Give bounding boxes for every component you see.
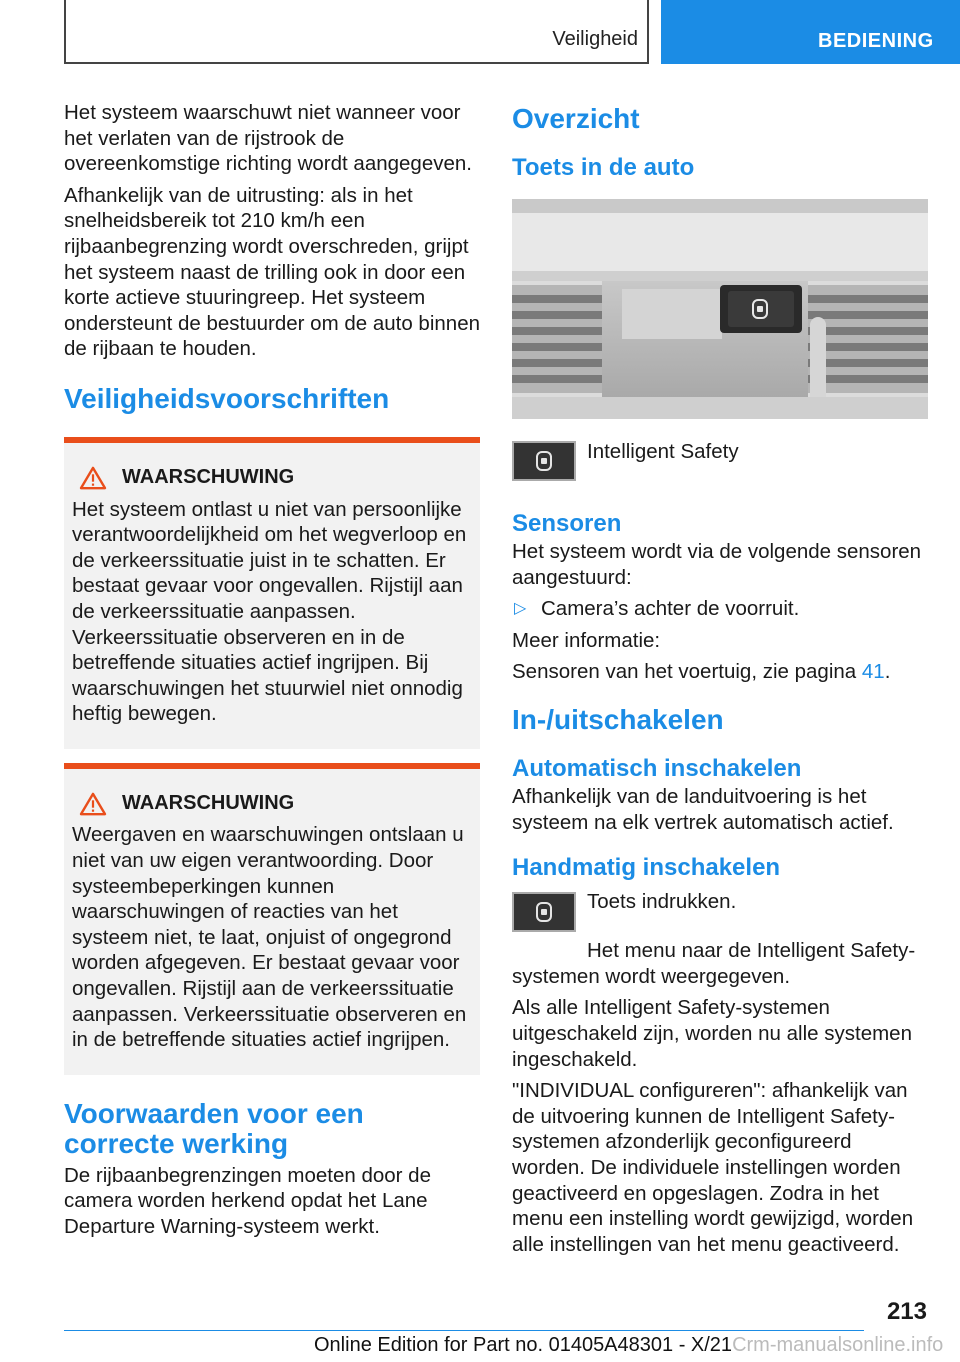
left-column	[64, 100, 480, 1246]
reference-end: .	[884, 660, 891, 684]
warning-header	[72, 791, 472, 817]
warning-box	[64, 763, 480, 1075]
paragraph: Afhankelijk van de uitrusting: als in het snelheidsbereik tot 210 km/h een rijbaanbegrenzing wordt overschreden, grijpt het systeem naast de trilling ook in door een korte actieve stuuringreep. Het systeem ondersteunt de bestuurder om de auto binnen de rijbaan te houden.	[64, 183, 480, 361]
paragraph: Meer informatie:	[512, 628, 661, 652]
dashboard-photo	[512, 199, 928, 419]
paragraph: Afhankelijk van de landuitvoering is het systeem na elk vertrek automatisch actief.	[512, 784, 894, 834]
heading-safety: Veiligheidsvoorschriften	[64, 382, 390, 414]
watermark: Crm-manualsonline.info	[732, 1334, 944, 1356]
list-item-text: Camera’s achter de voorruit.	[541, 597, 800, 621]
paragraph: "INDIVIDUAL configureren": afhankelijk van de uitvoering kunnen de Intelligent Safety-systemen afzonderlijk geconfigureerd worden. De individuele instellingen worden geactiveerd en opgeslagen. Zodra in het menu een instelling wordt gewijzigd, worden alle instellingen van het menu geactiveerd.	[512, 1079, 914, 1256]
heading-conditions: Voorwaarden voor een correcte werking	[64, 1097, 364, 1159]
chapter-label: BEDIENING	[818, 30, 934, 52]
paragraph: Het menu naar de Intelligent Safety-systemen wordt weergegeven.	[512, 939, 916, 988]
paragraph: Het systeem waarschuwt niet wanneer voor het verlaten van de rijstrook de overeenkomstige richting wordt aangegeven.	[64, 101, 472, 176]
dashboard-illustration	[512, 199, 928, 419]
step-text: Toets indrukken.	[587, 890, 737, 914]
warning-triangle-icon	[78, 466, 108, 490]
paragraph: De rijbaanbegrenzingen moeten door de camera worden herkend opdat het Lane Departure Warning-systeem werkt.	[64, 1163, 431, 1238]
warning-triangle-icon	[78, 792, 108, 816]
heading-switch-on-off: In-/uitschakelen	[512, 703, 724, 735]
warning-box	[64, 437, 480, 749]
heading-manual: Handmatig inschakelen	[512, 854, 781, 882]
cross-reference	[512, 659, 928, 685]
heading-button-in-car: Toets in de auto	[512, 154, 695, 181]
warning-title: WAARSCHUWING	[122, 791, 295, 814]
warning-text: Het systeem ontlast u niet van persoonlijke verantwoordelijkheid om het wegverloop en de verkeerssituatie juist in te schatten. Er bestaat gevaar voor ongevallen. Rijstijl aan de verkeerssituatie aanpassen. Verkeerssituatie observeren en in de betreffende situaties actief ingrijpen. Bij waarschuwingen het stuurwiel niet onnodig heftig bewegen.	[72, 497, 467, 726]
reference-text: Sensoren van het voertuig, zie pagina	[512, 660, 857, 684]
key-label: Intelligent Safety	[587, 440, 739, 463]
page-number: 213	[886, 1298, 927, 1325]
warning-text: Weergaven en waarschuwingen ontslaan u niet van uw eigen verantwoording. Door systeembeperkingen kunnen waarschuwingen of reacties van het systeem niet, te laat, onjuist of ongegrond worden afgegeven. Er bestaat gevaar voor ongevallen. Rijstijl aan de verkeerssituatie aanpassen. Verkeerssituatie observeren en in de betreffende situaties actief ingrijpen.	[72, 823, 467, 1052]
right-air-vent	[808, 285, 928, 407]
header-section-title: Veiligheid	[552, 28, 638, 50]
page-link[interactable]: 41	[861, 660, 885, 684]
heading-overview: Overzicht	[512, 103, 640, 134]
edition-text: Online Edition for Part no. 01405A48301 - X/21	[314, 1334, 733, 1356]
heading-automatic: Automatisch inschakelen	[512, 754, 802, 782]
list-item	[512, 596, 928, 622]
right-column	[512, 100, 928, 1263]
manual-step	[512, 889, 928, 932]
footer-divider	[64, 1330, 864, 1331]
paragraph: Het systeem wordt via de volgende sensoren aangestuurd:	[512, 540, 922, 589]
header-chapter-tab	[661, 0, 960, 64]
paragraph: Als alle Intelligent Safety-systemen uitgeschakeld zijn, worden nu alle systemen ingeschakeld.	[512, 996, 912, 1071]
intelligent-safety-key-icon	[512, 441, 576, 481]
left-air-vent	[512, 285, 602, 393]
warning-header	[72, 465, 472, 491]
warning-title: WAARSCHUWING	[122, 465, 295, 488]
intelligent-safety-key-icon	[512, 892, 576, 932]
footer-edition	[314, 1334, 943, 1357]
key-legend	[512, 441, 928, 481]
bullet-arrow-icon: ▷	[514, 600, 527, 618]
heading-sensors: Sensoren	[512, 510, 622, 537]
